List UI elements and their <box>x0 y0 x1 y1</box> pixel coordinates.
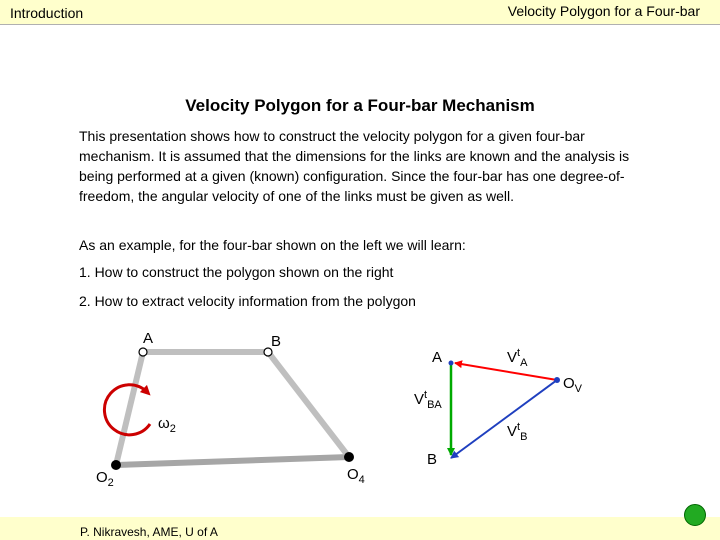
polygon-label-origin: $O_V$ <box>563 375 583 395</box>
ground-link <box>116 457 349 465</box>
label-va: $V^t_A$ <box>507 347 528 369</box>
list-item-2: 2. How to extract velocity information from the polygon <box>79 293 416 309</box>
polygon-label-a: A <box>432 349 443 366</box>
label-joint-b: B <box>271 333 282 350</box>
label-vb: $V^t_B$ <box>507 421 528 443</box>
section-label: Introduction <box>10 5 84 21</box>
running-title: Velocity Polygon for a Four-bar <box>507 3 700 19</box>
intro-paragraph: This presentation shows how to construct the velocity polygon for a given four-bar mechanism. It is assumed that the dimensions for the links are known and the analysis is being performed at a given (known) configuration. Since the four-bar has one degree-of-freedom, the angular velocity of one of the links must be given as well. <box>79 128 630 204</box>
label-o2: $O_2$ <box>96 469 114 489</box>
next-slide-button[interactable] <box>684 504 706 526</box>
ground-pivot-o2 <box>111 460 121 470</box>
polygon-point-a <box>449 361 454 366</box>
ground-pivot-o4 <box>344 452 354 462</box>
label-joint-a: A <box>143 330 154 347</box>
example-paragraph: As an example, for the four-bar shown on the left we will learn: <box>79 237 466 253</box>
label-o4: $O_4$ <box>347 466 365 486</box>
joint-a <box>139 348 147 356</box>
list-item-1: 1. How to construct the polygon shown on the right <box>79 264 394 280</box>
slide-title: Velocity Polygon for a Four-bar Mechanism <box>185 96 535 115</box>
label-vba: $V^t_{BA}$ <box>414 389 442 411</box>
polygon-label-b: B <box>427 451 438 468</box>
crank-link <box>116 352 143 465</box>
va-vector <box>455 363 557 380</box>
footer-credit: P. Nikravesh, AME, U of A <box>80 525 218 539</box>
vb-vector <box>451 380 557 458</box>
polygon-origin <box>554 377 560 383</box>
label-omega: $\omega_2$ <box>158 415 176 435</box>
rocker-link <box>268 352 349 457</box>
